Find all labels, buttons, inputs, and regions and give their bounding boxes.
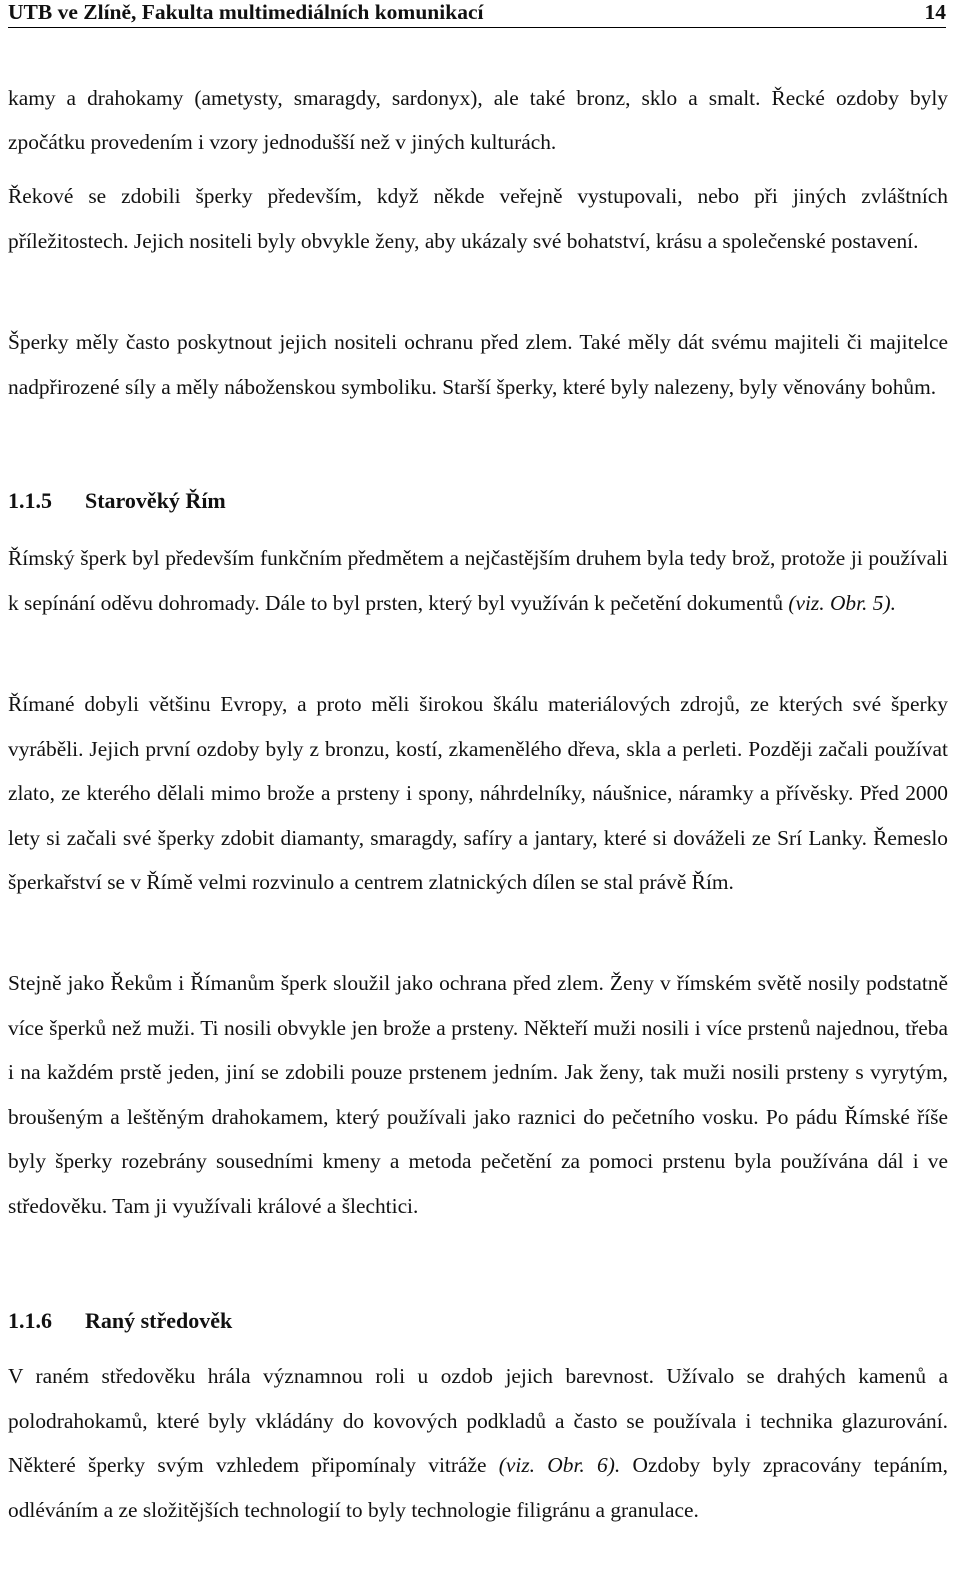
- page-header: [8, 0, 946, 28]
- figure-reference: (viz. Obr. 5).: [788, 591, 896, 615]
- section-title: Starověký Řím: [85, 488, 226, 513]
- paragraph-greek-occasions: Řekové se zdobili šperky především, když někde veřejně vystupovali, nebo při jiných zvláštních příležitostech. Jejich nositeli byly obvykle ženy, aby ukázaly své bohatství, krásu a společenské postavení.: [8, 184, 948, 253]
- paragraph-early-middle-ages: [8, 1354, 948, 1532]
- section-number: 1.1.5: [8, 488, 52, 513]
- paragraph-greek-protection: Šperky měly často poskytnout jejich nositeli ochranu před zlem. Také měly dát svému majiteli či majitelce nadpřirozené síly a měly náboženskou symboliku. Starší šperky, které byly nalezeny, byly věnovány bohům.: [8, 330, 948, 399]
- section-heading-ancient-rome: [8, 486, 226, 516]
- paragraph-text-tail: Ozdoby byly zpracovány tepáním, odléváním a ze složitějších technologií to byly technologie filigránu a granulace.: [8, 1453, 948, 1522]
- header-title: UTB ve Zlíně, Fakulta multimediálních komunikací: [8, 0, 484, 24]
- paragraph-text: V raném středověku hrála významnou roli u ozdob jejich barevnost. Užívalo se drahých kamenů a polodrahokamů, které byly vkládány do kovových podkladů a často se používala i technika glazurování. Některé šperky svým vzhledem připomínaly vitráže: [8, 1364, 948, 1477]
- section-heading-early-middle-ages: [8, 1306, 232, 1336]
- paragraph-roman-materials: Římané dobyli většinu Evropy, a proto měli širokou škálu materiálových zdrojů, ze kterých své šperky vyráběli. Jejich první ozdoby byly z bronzu, kostí, zkamenělého dřeva, skla a perleti. Později začali používat zlato, ze kterého dělali mimo brože a prsteny i spony, náhrdelníky, náušnice, náramky a přívěsky. Před 2000 lety si začali své šperky zdobit diamanty, smaragdy, safíry a jantary, které si dováželi ze Srí Lanky. Řemeslo šperkařství se v Římě velmi rozvinulo a centrem zlatnických dílen se stal právě Řím.: [8, 692, 948, 894]
- section-title: Raný středověk: [85, 1308, 233, 1333]
- paragraph-greek-materials: kamy a drahokamy (ametysty, smaragdy, sardonyx), ale také bronz, sklo a smalt. Řecké ozdoby byly zpočátku provedením i vzory jednodušší než v jiných kulturách.: [8, 86, 948, 154]
- paragraph-roman-brooch: [8, 536, 948, 626]
- paragraph-roman-protection: Stejně jako Řekům i Římanům šperk sloužil jako ochrana před zlem. Ženy v římském světě nosily podstatně více šperků než muži. Ti nosili obvykle jen brože a prsteny. Někteří muži nosili i více prstenů najednou, třeba i na každém prstě jeden, jiní se zdobili pouze prstenem jedním. Jak ženy, tak muži nosili prsteny s vyrytým, broušeným a leštěným drahokamem, který používali jako raznici do pečetního vosku. Po pádu Římské říše byly šperky rozebrány sousedními kmeny a metoda pečetění za pomoci prstenu byla používána dál i ve středověku. Tam ji využívali králové a šlechtici.: [8, 971, 948, 1218]
- page-number: 14: [924, 0, 946, 24]
- figure-reference: (viz. Obr. 6).: [498, 1453, 621, 1477]
- section-number: 1.1.6: [8, 1308, 52, 1333]
- paragraph-text: Římský šperk byl především funkčním předmětem a nejčastějším druhem byla tedy brož, protože ji používali k sepínání oděvu dohromady. Dále to byl prsten, který byl využíván k pečetění dokumentů: [8, 546, 948, 615]
